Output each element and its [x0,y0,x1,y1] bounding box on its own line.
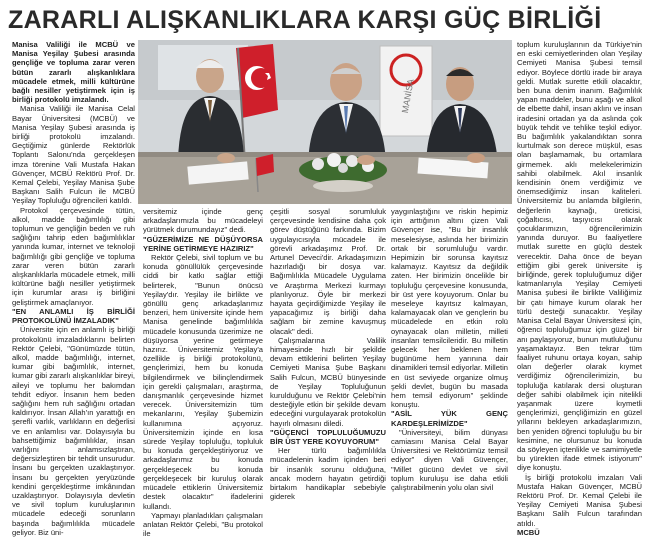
article-column-2 [143,207,263,538]
headline: ZARARLI ALIŞKANLIKLARA KARŞI GÜÇ BİRLİĞİ [8,6,602,34]
subheading: "GÜÇENCİ TOPLULUĞUMUZU BİR ÜST YERE KOYUYORUM" [270,427,386,447]
subheading: "EN ANLAMLI İŞ BİRLİĞİ PROTOKOLÜNÜ İMZALADIK" [12,306,135,326]
paragraph: "Üniversiteyi, bilim dünyası camiasını Manisa Celal Bayar Üniversitesi ve Rektörümüz temsil ediyor" diyen Vali Güvençer, "Millet gücünü devlet ve sivil toplum kuruluşu ise daha etkili çalıştırabilmenin yolu olan sivil [391,427,508,493]
paragraph: yaygınlaştığını ve riskin hepimiz için arttığının altını çizen Vali Güvençer ise, "Bu bir insanlık meselesiyse, aslında her birimizin ortak bir sorumluluğu vardır. Hepimizin bir sorunsa kayıtsız kalamayız. Kayıtsız da değildik zaten. Her birimizin öncelikle bir topluluğu çerçevesine konusunda, bir üst yere koyuyorum. Onlar bu meseleye kayıtsız kalmayan, kalamayacak olan ve gençlerin bu mücadelede en etkin rolü oynayacak olan milletin, milleti insanları temsilcileridir. Bu milletin gelecek her beklenen hem bugünüme hem yarınına dair dinamikleri temsil ediyorlar. Milletin en üst seviyede organize olmuş şekli devlet, bugün bu masada hem temsil ediyorum" şeklinde konuştu. [391,207,508,410]
paragraph: çeşitli sosyal sorumluluk çerçevesinde kendisine daha çok görev düştüğünü farkında. Bizim uygulayıcısıyla mücadele ile görevli arkadaşımız Prof. Dr. Artunel Deveci'dir. Arkadaşımızın hazırladığı bir dosya var. Bağımlılıkla Mücadele Uygulama ve Araştırma Merkezi kurmayı planlıyoruz. Öyle bir merkezi hayata geçirdiğimizde Yeşilay ile yapacağımız iş birliği daha sağlam bir zemine kavuşmuş olacak" dedi. [270,207,386,336]
paragraph: Manisa Valiliği ile Manisa Celal Bayar Üniversitesi (MCBÜ) ve Manisa Yeşilay Şubesi arasında iş birliği protokolü imzalandı. Geçtiğimiz günlerde Rektörlük Toplantı Salonu'nda gerçekleşen imza törenine Vali Mustafa Hakan Güvençer, MCBÜ Rektörü Prof. Dr. Kemal Çelebi, Yeşilay Manisa Şube Başkanı Salih Fulcun ile MCBÜ Yeşilay Topluluğu öğrencileri katıldı. [12,104,135,206]
paragraph: Üniversite için en anlamlı iş birliği protokolünü imzaladıklarını belirten Rektör Çelebi, "Günümüzde tütün, alkol, madde bağımlılığı, internet, kumar gibi bağımlılık, internet, kumar gibi zararlı alışkanlıklar bireyi, aileyi ve toplumu her bakımdan tehdit ediyor. İnsanın hem beden sağlığını hem ruh sağlığını ortadan kaldırıyor. İnsan Allah'ın yarattığı en şerefli varlık, varlıkların en değerlisi ve en anlamlısı var. Dolayısıyla bu bahsettiğimiz bağımlılıklar, insan varlığını anlamsızlaştıran, değersizleştiren bir tehdit unsurudur. İnsanı bu gerçekten uzaklaştırıyor. İnsanı bu gerçekten yeryüzünde kendini gerçekleştirme imkânından uzaklaştırıyor. Dolayısıyla devletin ve sivil toplum kuruluşlarının mücadele edeceği sorunların başında bağımlılıkla mücadele geliyor. Biz üni- [12,325,135,537]
paragraph: Protokol çerçevesinde tütün, alkol, madde bağımlılığı gibi toplumun ve gençliğin beden ve ruh sağlığını tahrip eden bağımlılıklar yanında kumar, internet ve teknoloji bağımlılığı gibi gençliğe ve topluma zarar veren bütün zararlı alışkanlıklarla mücadele etmek, milli kültürüne bağlı nesiller yetiştirmek için kurumlar arası iş birliğini geliştirmek amaçlanıyor. [12,205,135,307]
paragraph: Rektör Çelebi, sivil toplum ve bu konuda gönüllülük çerçevesinde ciddi bir katkı sağlar ettiği belirterek, "Bunun önücsü Yeşilay'dır. Yeşilay ile birlikte ve gönüllü genç arkadaşlarımız benzeri, hem üniversite içinde hem Manisa genelinde bağımlılıkla mücadele konusunda üzerimize ne düşüyorsa yerine getirmeye hazırız. Üniversitemiz Yeşilay'a özellikle iş birliği protokolünü, gençlerimizi, hem bu konuda bilgilendirmek ve bilinçlendirmek için gerekli çalışmaları, araştırma, danışmanlık çerçevesinde hizmet verecek. Üniversitemizin tüm mekanlarını, Yeşilay Şubemizin kullanımına açıyoruz. Üniversitemizin içinde en kısa sürede Yeşilay topluluğu, topluluk bu konuda gerçekleştiriyoruz ve arkadaşlarımız bu konuda gerçekleşecek bu konuda gerçekleşecek bir kuruluş olarak mücadele ettiklerin Üniversitemiz destek olacaktır" ifadelerini kullandı. [143,253,263,511]
paragraph: versitemiz içinde genç arkadaşlarımızla bu mücadeleyi yürütmek durumundayız" dedi. [143,207,263,235]
paragraph: Her türlü bağımlılıkla mücadelenin kadim içinden beri bir insanlık sorunu olduğuna, ancak modern hayatın getirdiği birtakım handikaplar sebebiyle giderek [270,446,386,502]
paragraph: Çalışmalarına Valilik himayesinde hızlı bir şekilde devam ettiklerini belirten Yeşilay Cemiyeti Manisa Şube Başkanı Salih Fulcun, MCBÜ bünyesinde de Yeşilay Topluluğunun kurulduğunu ve Rektör Çelebi'nin desteğiyle etkin bir şekilde devam edeceğini vurgulayarak protokolün hayırlı olmasını diledi. [270,335,386,428]
subheading: "ASİL YÜK GENÇ KARDEŞLERİMİZDE" [391,409,508,428]
paragraph: Yapmayı planladıkları çalışmaları anlatan Rektör Çelebi, "Bu protokol ile [143,510,263,538]
article-source: MCBÜ [517,527,540,537]
signing-ceremony-photo [138,40,512,204]
university-banner [380,46,432,136]
subheading: "GÜZERİMİZE NE DÜŞÜYORSA YERİNE GETİRMEYE HAZIRIZ" [143,234,263,253]
article-column-4 [391,207,508,493]
paragraph: İş birliği protokolü imzaları Vali Mustafa Hakan Güvençer, MCBÜ Rektörü Prof. Dr. Kemal Çelebi ile Yeşilay Cemiyeti Manisa Şubesi Başkanı Salih Fulcun tarafından atıldı. [517,472,642,528]
banner-text: MANİSA [399,78,416,114]
paragraph: toplum kuruluşlarının da Türkiye'nin en eski cemiyetlerinden olan Yeşilay Cemiyeti Manisa Şubesi temsil ediyor. Böylece dörtlü irade bir araya geldi. Mutlak surette etkili olacaktır, ben buna denim inanım. Bağımlılık yapan maddeler, bunu aşağı ve alkol de elbette dahil, insan aklını ve insan iradesini ortadan ya da aslında çok büyük tehdit ve tehlike teşkil ediyor. Bu bağımlılık yakalandıktan sonra kurtulmak son derece müşkül, esas olan başlamamak, bu ortamlara girmemek. aklı melekelerimizin sahibi olabilmek. Akıl insanlık kendisinin önem verdiğimiz ve önemsediğimiz insan kaliteleri. Üniversitemiz bu anlamda bilgilerin, değerlerin kaynağı, üreticisi, çoğaltıcısı, taşıyıcısı olarak çocuklarımızın, öğrencilerimizin yanında duruyor. Bu faaliyetlere mutlak surette en güçlü destek verecektir. Daha önce de beyan ettiğim gibi gerek üniversite iş birliğinde, gerek topluluğumuz diğer katmanlarıyla Yeşilay Cemiyeti Manisa şubesi ile birlikte Valiliğimiz bir çatı himaye kurum olarak her türlü desteği sunacaktır. Yeşilay Manisa Celal Bayar Üniversitesi için, öğrenci topluluğumuz için güzel bir anı paylaşıyoruz, bunun mutluluğunu yaşamaktayız. Ben tekrar tüm faaliyet ruhunu ortaya koyan, sahip olan değerler olarak kıymet verdiğimiz öğrencilerimizin, bu topluluğa katılarak dersi oluşturan değer sahibi olabilmek için nitelikli yaşanmak üzere kıymetli gençlerimizi, gençliğimizin en güzel yıllarını bekleyen arkadaşlarımızın, ben yeniden öğrenci topluluğu bu bir kesimine, ne olursunuz bu konuda da söyleyen içtenlikle ve samimiyetle bu yürekten ifade etmek istiyorum" diye konuştu. [517,40,642,473]
article-lead: Manisa Valiliği ile MCBÜ ve Manisa Yeşilay Şubesi arasında gençliğe ve topluma zarar veren bütün zararlı alışkanlıklara mücadele etmek, milli kültürüne bağlı nesiller yetiştirmek için iş birliği protokolü imzalandı. [12,40,135,105]
article-column-1 [12,40,135,537]
article-column-3 [270,207,386,502]
article-column-5 [517,40,642,537]
